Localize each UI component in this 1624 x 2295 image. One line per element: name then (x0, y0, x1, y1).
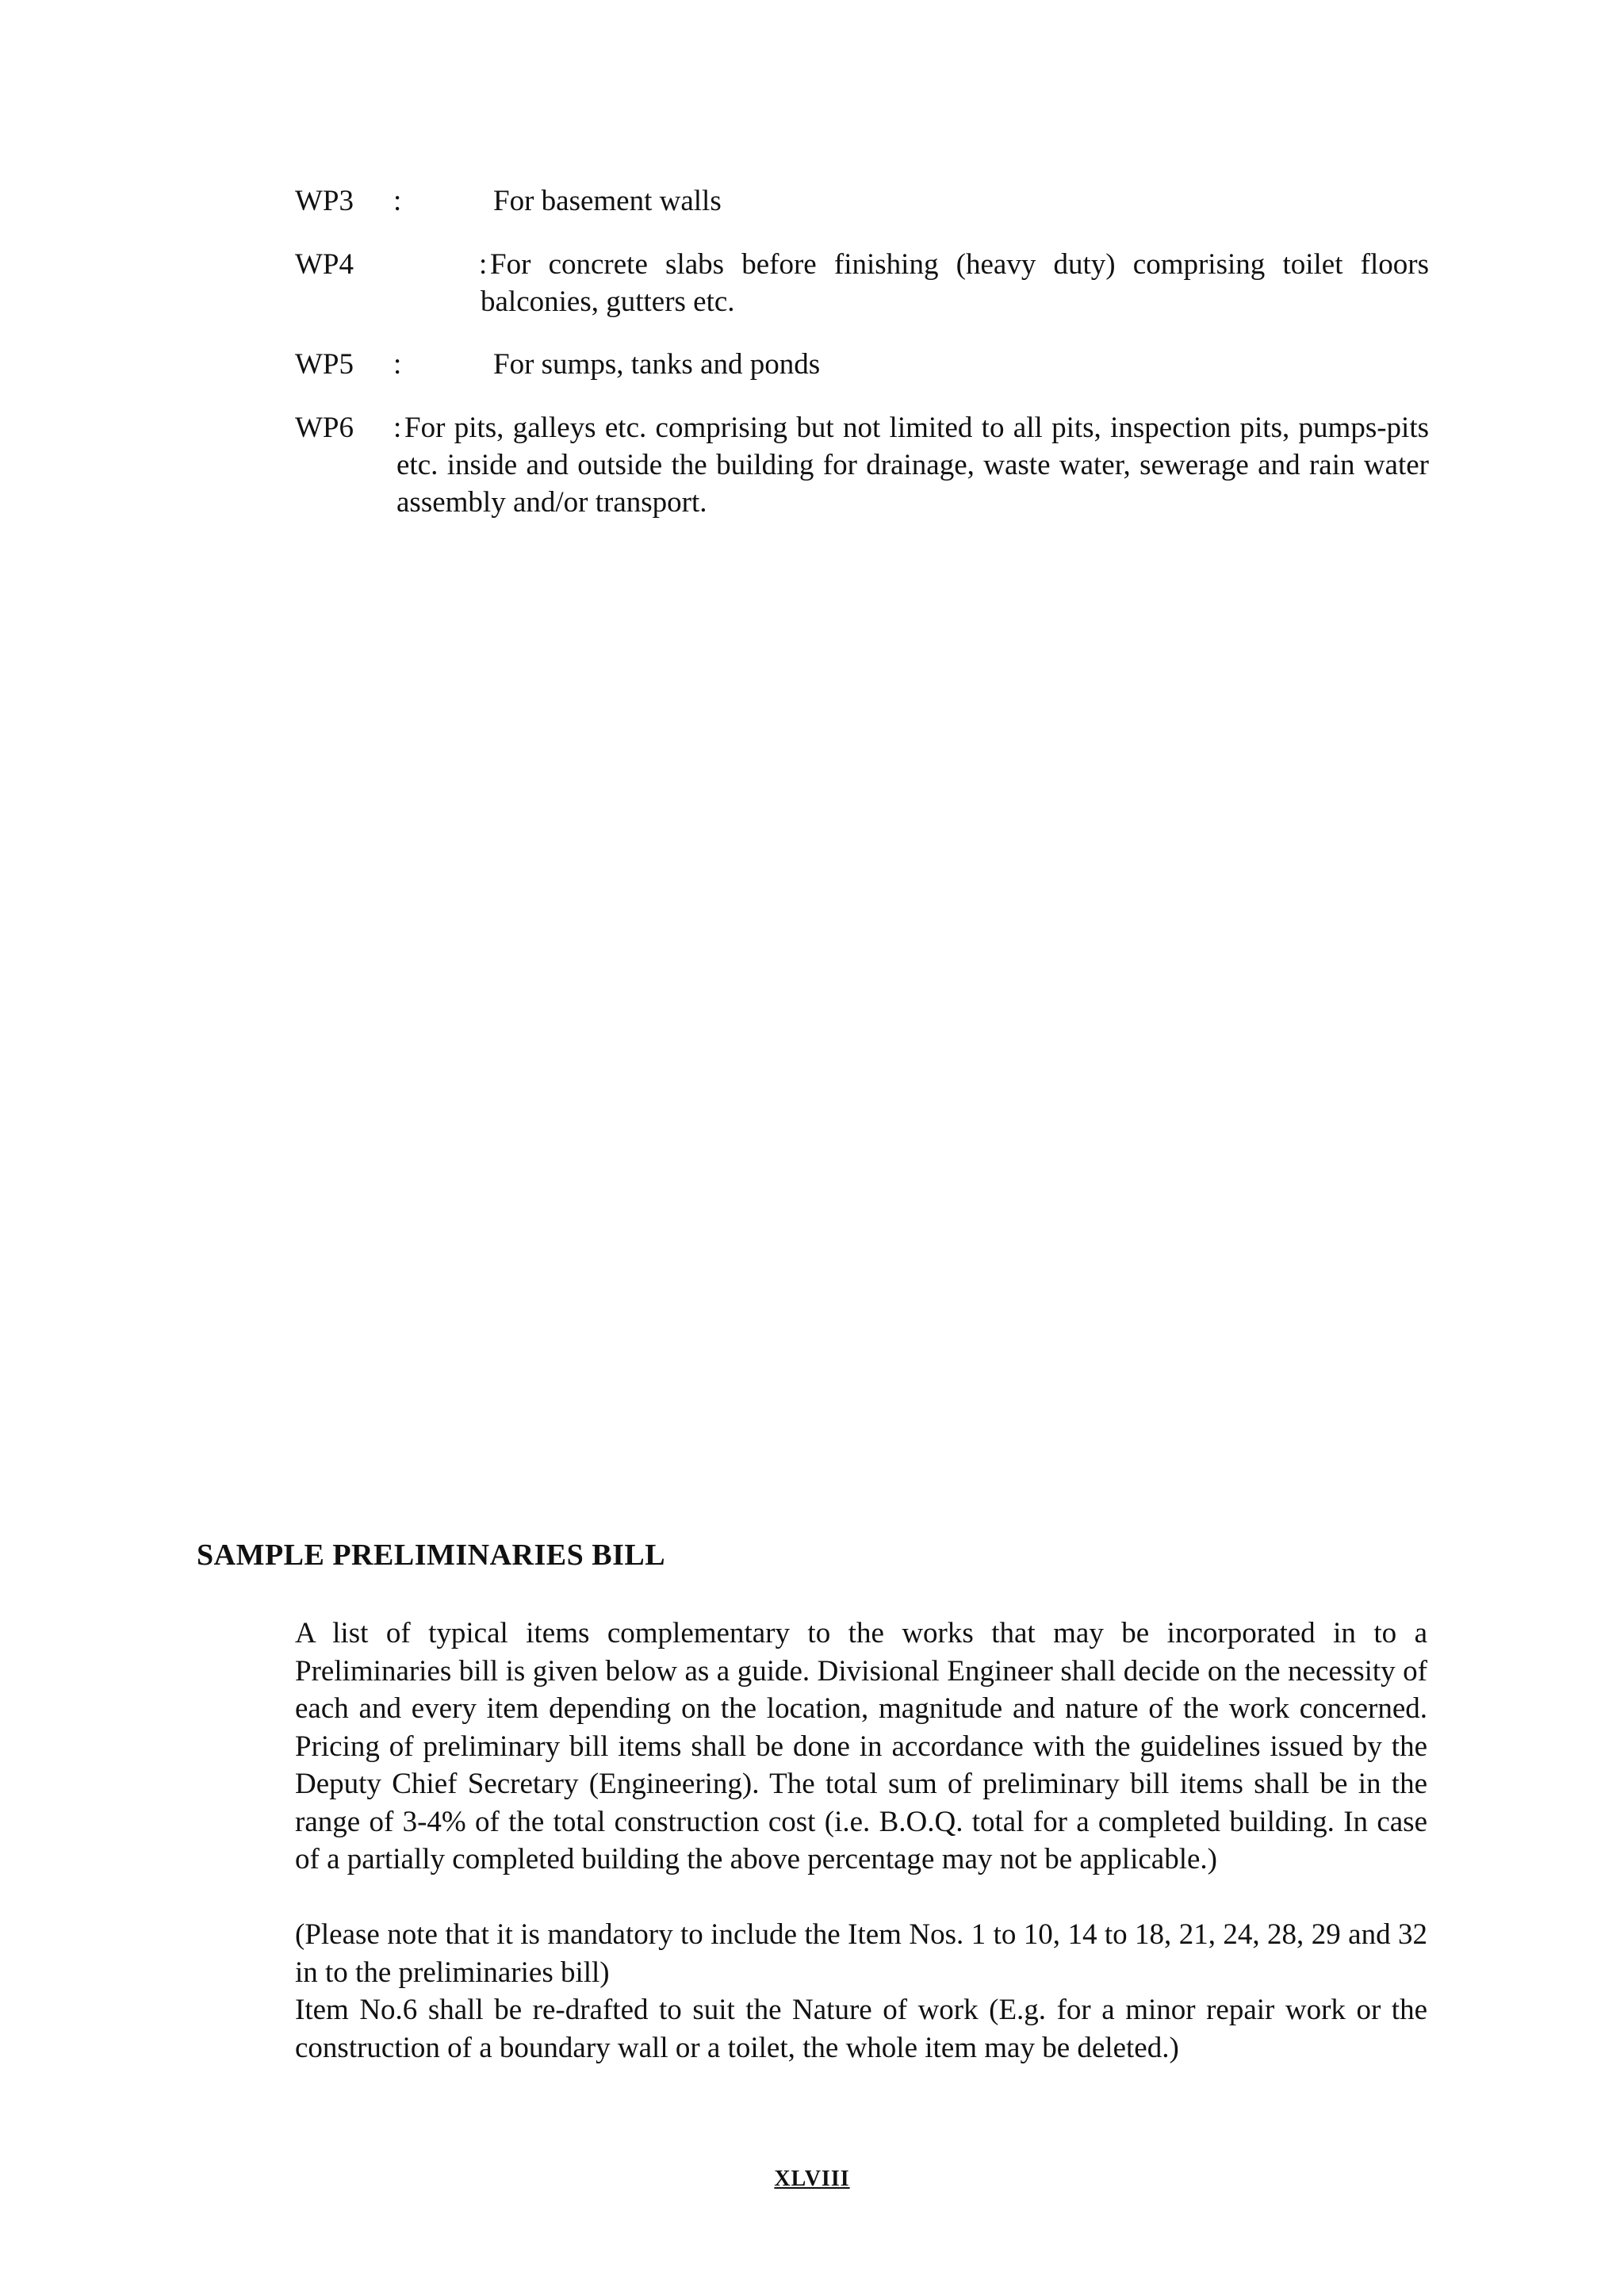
page-number: XLVIII (774, 2167, 850, 2191)
wp-colon: : (393, 348, 402, 381)
wp-description: For sumps, tanks and ponds (493, 348, 821, 381)
wp-code: WP6 (295, 412, 354, 444)
paragraph-item-6-note: Item No.6 shall be re-drafted to suit the Nature of work (E.g. for a minor repair work or the construction of a boundary wall or a toilet, the whole item may be deleted.) (295, 1994, 1427, 2064)
paragraph-mandatory-note: (Please note that it is mandatory to include the Item Nos. 1 to 10, 14 to 18, 21, 24, 28, 29 and 32 in to the preliminaries bill) (295, 1918, 1427, 1989)
wp-colon: : (393, 185, 402, 217)
section-heading: SAMPLE PRELIMINARIES BILL (197, 1538, 666, 1572)
wp-description: For pits, galleys etc. comprising but not limited to all pits, inspection pits, pumps-pits etc. inside and outside the building for drainage, waste water, sewerage and rain water assembly and/or transport. (396, 412, 1429, 519)
wp-colon: : (393, 412, 402, 444)
wp-description: For concrete slabs before finishing (heavy duty) comprising toilet floors balconies, gutters etc. (481, 248, 1429, 318)
wp-code: WP3 (295, 185, 354, 217)
wp-code: WP5 (295, 348, 354, 381)
paragraph-intro: A list of typical items complementary to the works that may be incorporated in to a Preliminaries bill is given below as a guide. Divisional Engineer shall decide on the necessity of each and every item depending on the location, magnitude and nature of the work concerned. Pricing of preliminary bill items shall be done in accordance with the guidelines issued by the Deputy Chief Secretary (Engineering). The total sum of preliminary bill items shall be in the range of 3-4% of the total construction cost (i.e. B.O.Q. total for a completed building. In case of a partially completed building the above percentage may not be applicable.) (295, 1617, 1427, 1875)
wp-colon: : (479, 248, 488, 281)
wp-code: WP4 (295, 248, 354, 281)
wp-description: For basement walls (493, 185, 722, 217)
